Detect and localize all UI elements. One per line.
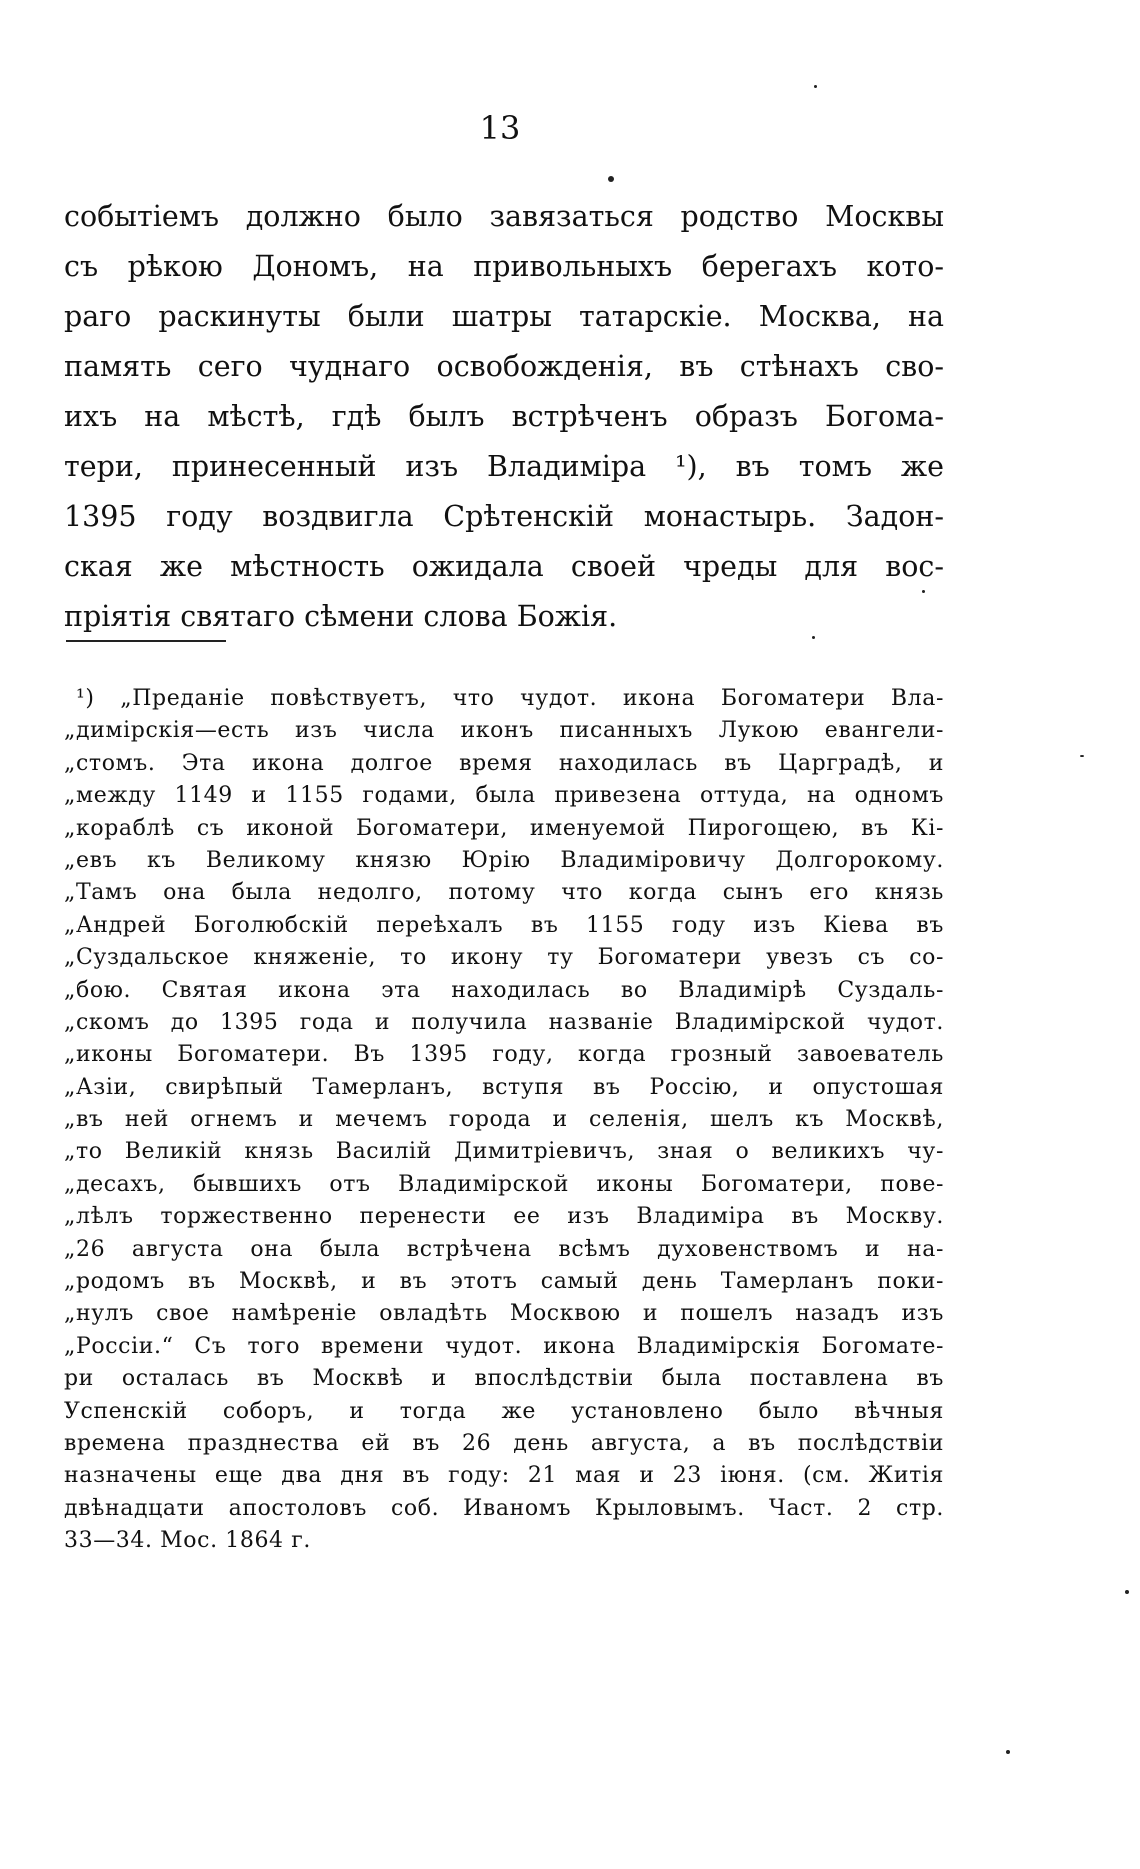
- scan-speck: [1006, 1750, 1010, 1754]
- footnote-line: Успенскій соборъ, и тогда же установлено было вѣчныя: [64, 1398, 944, 1424]
- main-text: [64, 192, 944, 642]
- footnote-line: „кораблѣ съ иконой Богоматери, именуемой Пирогощею, въ Кі-: [64, 815, 944, 841]
- main-text-line: раго раскинуты были шатры татарскіе. Москва, на: [64, 300, 944, 333]
- footnote-line: „нулъ свое намѣреніе овладѣть Москвою и пошелъ назадъ изъ: [64, 1301, 944, 1327]
- footnote-line: назначены еще два дня въ году: 21 мая и 23 іюня. (см. Житія: [64, 1463, 944, 1489]
- scan-speck: [608, 176, 614, 182]
- scan-speck: [1125, 1590, 1129, 1594]
- main-text-line: съ рѣкою Дономъ, на привольныхъ берегахъ кото-: [64, 250, 944, 283]
- page-number: 13: [479, 109, 521, 147]
- scan-speck: [1080, 755, 1084, 757]
- footnote-line: „Тамъ она была недолго, потому что когда сынъ его князь: [64, 880, 944, 906]
- main-text-line: ская же мѣстность ожидала своей чреды для вос-: [64, 550, 944, 583]
- footnote-line: „стомъ. Эта икона долгое время находилась въ Царградѣ, и: [64, 750, 944, 776]
- footnote-line: „скомъ до 1395 года и получила названіе Владимірской чудот.: [64, 1009, 944, 1035]
- footnote-line: „десахъ, бывшихъ отъ Владимірской иконы Богоматери, пове-: [64, 1171, 944, 1197]
- footnote-line: „родомъ въ Москвѣ, и въ этотъ самый день Тамерланъ поки-: [64, 1269, 944, 1295]
- footnote-separator: [66, 640, 226, 642]
- main-text-line: 1395 году воздвигла Срѣтенскій монастырь. Задон-: [64, 500, 944, 533]
- footnote-line: „димірскія—есть изъ числа иконъ писанныхъ Лукою евангели-: [64, 718, 944, 744]
- scan-speck: [812, 636, 815, 639]
- footnote-line: „то Великій князь Василій Димитріевичъ, зная о великихъ чу-: [64, 1139, 944, 1165]
- footnote-line: „Суздальское княженіе, то икону ту Богоматери увезъ съ со-: [64, 945, 944, 971]
- footnote-line: времена празднества ей въ 26 день августа, а въ послѣдствіи: [64, 1430, 944, 1456]
- footnote-line: ¹) „Преданіе повѣствуетъ, что чудот. икона Богоматери Вла-: [76, 686, 944, 711]
- main-text-line: ихъ на мѣстѣ, гдѣ былъ встрѣченъ образъ Богома-: [64, 400, 944, 433]
- footnote-line: двѣнадцати апостоловъ соб. Иваномъ Крыловымъ. Част. 2 стр.: [64, 1495, 944, 1521]
- footnote-line: ри осталась въ Москвѣ и впослѣдствіи была поставлена въ: [64, 1366, 944, 1392]
- footnote-line: „лѣлъ торжественно перенести ее изъ Владиміра въ Москву.: [64, 1204, 944, 1230]
- scan-speck: [922, 590, 925, 593]
- footnote-line: „Андрей Боголюбскій переѣхалъ въ 1155 году изъ Кіева въ: [64, 912, 944, 938]
- footnote-line: „Россіи.“ Съ того времени чудот. икона Владимірскія Богомате-: [64, 1333, 944, 1359]
- footnote-line: 33—34. Мос. 1864 г.: [64, 1528, 311, 1554]
- main-text-line: событіемъ должно было завязаться родство Москвы: [64, 200, 944, 233]
- main-text-line: пріятія святаго сѣмени слова Божія.: [64, 600, 618, 633]
- scan-speck: [814, 85, 817, 88]
- footnote-line: „въ ней огнемъ и мечемъ города и селенія, шелъ къ Москвѣ,: [64, 1107, 944, 1133]
- main-text-line: тери, принесенный изъ Владиміра ¹), въ томъ же: [64, 450, 944, 483]
- footnote-line: „26 августа она была встрѣчена всѣмъ духовенствомъ и на-: [64, 1236, 944, 1262]
- footnote-line: „евъ къ Великому князю Юрію Владиміровичу Долгорокому.: [64, 847, 944, 873]
- main-text-line: память сего чуднаго освобожденія, въ стѣнахъ сво-: [64, 350, 944, 383]
- footnote-line: „Азіи, свирѣпый Тамерланъ, вступя въ Россію, и опустошая: [64, 1074, 944, 1100]
- footnote-line: „иконы Богоматери. Въ 1395 году, когда грозный завоеватель: [64, 1042, 944, 1068]
- footnote-line: „бою. Святая икона эта находилась во Владимірѣ Суздаль-: [64, 977, 944, 1003]
- footnote-line: „между 1149 и 1155 годами, была привезена оттуда, на одномъ: [64, 783, 944, 809]
- footnote: [64, 683, 944, 1558]
